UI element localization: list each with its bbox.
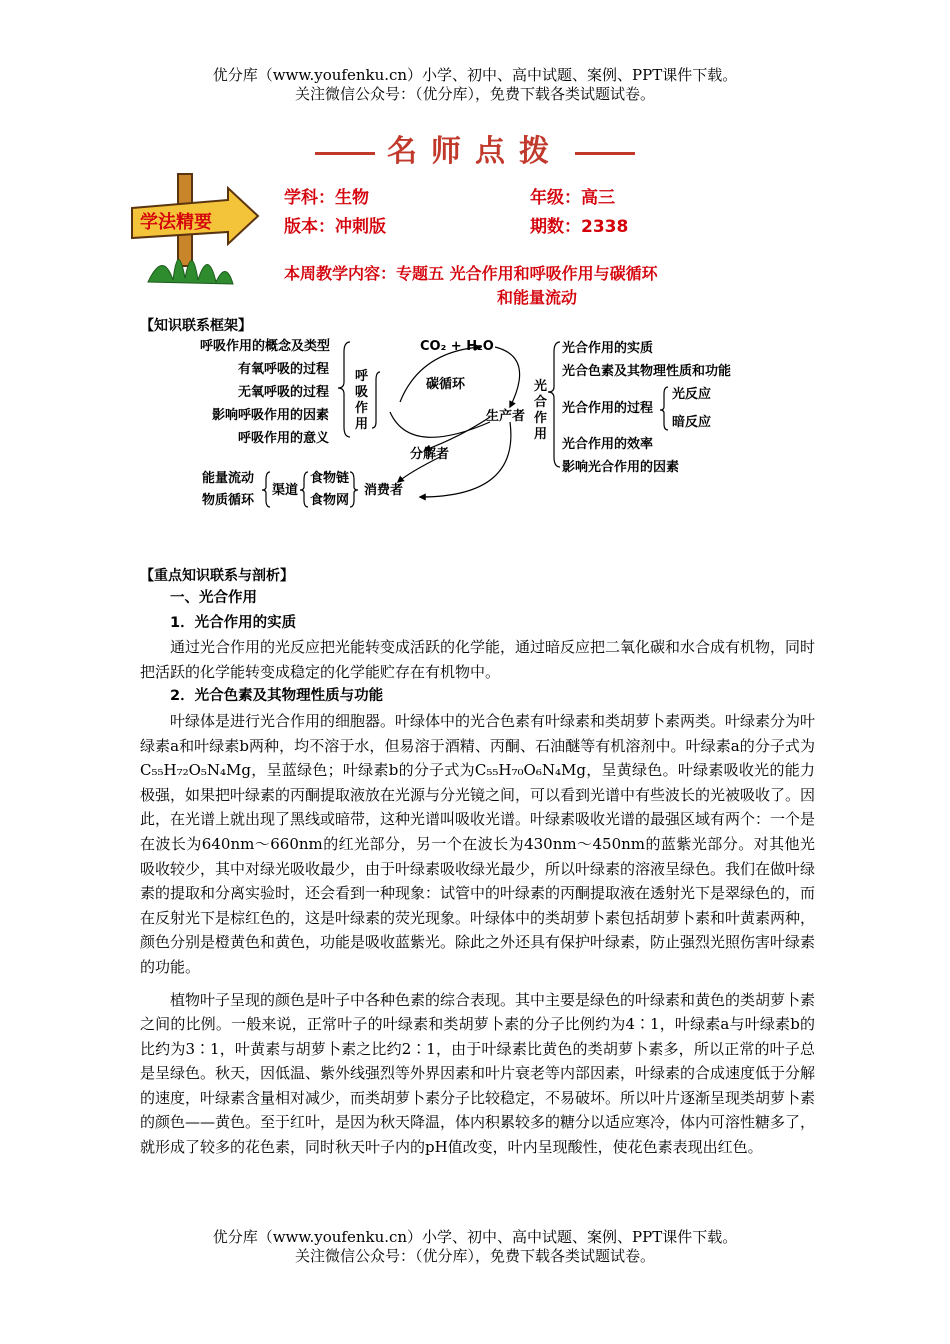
subject-label: 学科：生物 (284, 188, 369, 208)
teaching-line-1: 本周教学内容：专题五 光合作用和呼吸作用与碳循环 (284, 264, 658, 283)
food-chain-label: 食物链 (310, 471, 350, 486)
sub-heading-2: 2．光合色素及其物理性质与功能 (170, 688, 384, 705)
left-item-5: 呼吸作用的意义 (238, 431, 330, 446)
teaching-content (284, 262, 784, 310)
knowledge-diagram (190, 332, 770, 512)
header-line-2: 关注微信公众号：（优分库），免费下载各类试题试卷。 (294, 85, 655, 103)
signpost-logo (128, 170, 263, 290)
photo-char-2: 合 (534, 395, 548, 410)
co2-h2o-label: CO₂ + H₂O (420, 339, 494, 354)
teaching-line-2: 和能量流动 (497, 288, 578, 307)
banner-line-left (315, 152, 375, 155)
paragraph-3: 植物叶子呈现的颜色是叶子中各种色素的综合表现。其中主要是绿色的叶绿素和黄色的类胡萝卜素之间的比例。一般来说，正常叶子的叶绿素和类胡萝卜素的分子比例约为4∶1，叶绿素a与叶绿素b的比约为3∶1，叶黄素与胡萝卜素之比约2∶1，由于叶绿素比黄色的类胡萝卜素多，所以正常的叶子总是呈绿色。秋天，因低温、紫外线强烈等外界因素和叶片衰老等内部因素，叶绿素的合成速度低于分解的速度，叶绿素含量相对减少，而类胡萝卜素分子比较稳定，不易破坏。所以叶片逐渐呈现类胡萝卜素的颜色——黄色。至于红叶，是因为秋天降温，体内积累较多的糖分以适应寒冷，体内可溶性糖多了，就形成了较多的花色素，同时秋天叶子内的pH值改变，叶内呈现酸性，使花色素表现出红色。 (140, 990, 816, 1157)
dark-reaction-label: 暗反应 (672, 415, 712, 430)
footer-line-1: 优分库（www.youfenku.cn）小学、初中、高中试题、案例、PPT课件下载。 (212, 1228, 738, 1246)
logo-text: 学法精要 (140, 212, 212, 233)
light-reaction-label: 光反应 (672, 387, 712, 402)
left-item-4: 影响呼吸作用的因素 (212, 408, 330, 423)
photo-char-1: 光 (534, 379, 548, 394)
channel-label: 渠道 (272, 483, 299, 498)
energy-flow-label: 能量流动 (202, 471, 255, 486)
banner-line-right (575, 152, 635, 155)
photo-char-3: 作 (534, 411, 548, 426)
grade-label: 年级：高三 (530, 188, 615, 208)
right-item-2: 光合色素及其物理性质和功能 (562, 364, 732, 379)
resp-char-4: 用 (355, 417, 369, 432)
sub-heading-1: 1．光合作用的实质 (170, 614, 297, 631)
food-web-label: 食物网 (310, 493, 350, 508)
banner-title: 名师点拨 (0, 126, 950, 170)
right-item-1: 光合作用的实质 (562, 341, 654, 356)
resp-char-3: 作 (355, 401, 369, 416)
carbon-cycle-label: 碳循环 (426, 377, 466, 392)
analysis-title: 【重点知识联系与剖析】 (140, 568, 294, 584)
section-heading: 一、光合作用 (170, 590, 257, 606)
resp-char-2: 吸 (355, 385, 369, 400)
left-item-1: 呼吸作用的概念及类型 (200, 339, 331, 354)
footer-line-2: 关注微信公众号：（优分库），免费下载各类试题试卷。 (294, 1247, 655, 1265)
page-header (0, 66, 950, 104)
framework-title: 【知识联系框架】 (140, 318, 252, 334)
right-item-3: 光合作用的过程 (562, 401, 654, 416)
paragraph-2: 叶绿体是进行光合作用的细胞器。叶绿体中的光合色素有叶绿素和类胡萝卜素两类。叶绿素分为叶绿素a和叶绿素b两种，均不溶于水，但易溶于酒精、丙酮、石油醚等有机溶剂中。叶绿素a的分子式为C₅₅H₇₂O₅N₄Mg，呈蓝绿色；叶绿素b的分子式为C₅₅H₇₀O₆N₄Mg，呈黄绿色。叶绿素吸收光的能力极强，如果把叶绿素的丙酮提取液放在光源与分光镜之间，可以看到光谱中有些波长的光被吸收了。因此，在光谱上就出现了黑线或暗带，这种光谱叫吸收光谱。叶绿素吸收光谱的最强区域有两个：一个是在波长为640nm～660nm的红光部分，另一个在波长为430nm～450nm的蓝紫光部分。对其他光吸收较少，其中对绿光吸收最少，由于叶绿素吸收绿光最少，所以叶绿素的溶液呈绿色。我们在做叶绿素的提取和分离实验时，还会看到一种现象：试管中的叶绿素的丙酮提取液在透射光下是翠绿色的，而在反射光下是棕红色的，这是叶绿素的荧光现象。叶绿体中的类胡萝卜素包括胡萝卜素和叶黄素两种，颜色分别是橙黄色和黄色，功能是吸收蓝紫光。除此之外还具有保护叶绿素，防止强烈光照伤害叶绿素的功能。 (140, 711, 816, 976)
edition-label: 版本：冲刺版 (284, 217, 386, 237)
decomposer-label: 分解者 (410, 447, 450, 462)
resp-char-1: 呼 (355, 369, 369, 384)
right-item-5: 影响光合作用的因素 (562, 460, 680, 475)
material-cycle-label: 物质循环 (202, 493, 255, 508)
header-line-1: 优分库（www.youfenku.cn）小学、初中、高中试题、案例、PPT课件下载。 (212, 66, 738, 84)
left-item-2: 有氧呼吸的过程 (238, 362, 330, 377)
paragraph-1: 通过光合作用的光反应把光能转变成活跃的化学能，通过暗反应把二氧化碳和水合成有机物，同时把活跃的化学能转变成稳定的化学能贮存在有机物中。 (140, 638, 816, 681)
page-footer (0, 1228, 950, 1266)
consumer-label: 消费者 (364, 483, 404, 498)
producer-label: 生产者 (486, 409, 526, 424)
right-item-4: 光合作用的效率 (562, 437, 654, 452)
issue-label: 期数：2338 (530, 217, 629, 237)
left-item-3: 无氧呼吸的过程 (238, 385, 330, 400)
photo-char-4: 用 (534, 427, 548, 442)
main-body (140, 586, 815, 1160)
